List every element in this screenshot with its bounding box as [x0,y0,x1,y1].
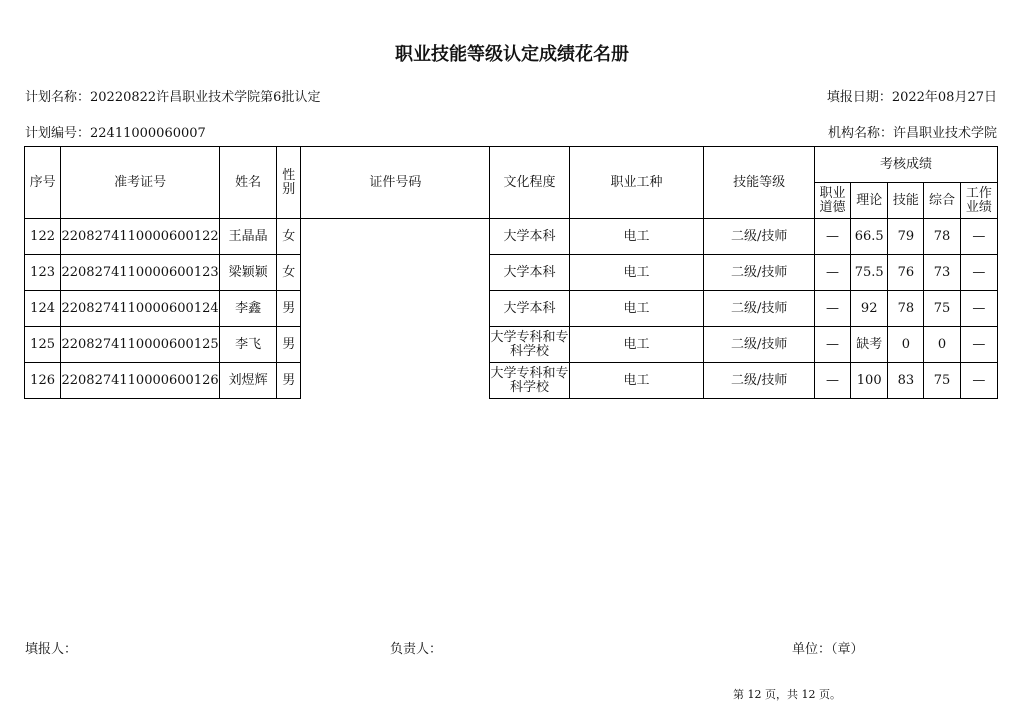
cell-overall: 75 [924,291,960,327]
organization-name: 机构名称：许昌职业技术学院 [827,126,997,141]
cell-gender: 男 [277,291,301,327]
cell-skill-level: 二级/技师 [704,291,815,327]
cell-skill: 83 [888,363,924,399]
cell-theory: 缺考 [851,327,888,363]
table-row [25,255,998,291]
cell-ethics: — [814,291,850,327]
responsible-label: 负责人： [390,642,443,657]
cell-name: 梁颖颖 [219,255,276,291]
cell-occupation: 电工 [569,363,704,399]
cell-overall: 75 [924,363,960,399]
header-exam-number: 准考证号 [61,147,220,219]
cell-overall: 0 [924,327,960,363]
cell-overall: 78 [924,219,960,255]
header-skill: 技能 [888,183,924,219]
cell-name: 李鑫 [219,291,276,327]
cell-ethics: — [814,219,850,255]
cell-occupation: 电工 [569,327,704,363]
cell-gender: 女 [277,219,301,255]
cell-skill-level: 二级/技师 [704,219,815,255]
header-occupation: 职业工种 [569,147,704,219]
cell-exam-number: 2208274110000600126 [61,363,220,399]
cell-skill-level: 二级/技师 [704,255,815,291]
cell-name: 李飞 [219,327,276,363]
table-row [25,363,998,399]
document-title: 职业技能等级认定成绩花名册 [395,44,629,65]
cell-id-number [301,255,490,291]
cell-exam-number: 2208274110000600122 [61,219,220,255]
cell-gender: 男 [277,363,301,399]
score-roster-table [24,146,998,399]
cell-name: 王晶晶 [219,219,276,255]
cell-id-number [301,363,490,399]
header-name: 姓名 [219,147,276,219]
cell-education: 大学本科 [490,291,569,327]
cell-id-number [301,291,490,327]
cell-theory: 75.5 [851,255,888,291]
cell-seq: 123 [25,255,61,291]
plan-number: 计划编号：22411000060007 [25,126,206,141]
cell-name: 刘煜辉 [219,363,276,399]
header-skill-level: 技能等级 [704,147,815,219]
header-ethics: 职业道德 [814,183,850,219]
filler-label: 填报人： [25,642,78,657]
header-gender: 性别 [277,147,301,219]
cell-id-number [301,327,490,363]
table-row [25,327,998,363]
cell-exam-number: 2208274110000600124 [61,291,220,327]
cell-theory: 100 [851,363,888,399]
cell-overall: 73 [924,255,960,291]
header-work-performance: 工作业绩 [960,183,997,219]
fill-date: 填报日期：2022年08月27日 [826,90,997,105]
cell-exam-number: 2208274110000600125 [61,327,220,363]
cell-exam-number: 2208274110000600123 [61,255,220,291]
header-scores-group: 考核成绩 [814,147,997,183]
header-theory: 理论 [851,183,888,219]
cell-ethics: — [814,255,850,291]
cell-education: 大学专科和专科学校 [490,363,569,399]
cell-education: 大学本科 [490,219,569,255]
cell-seq: 125 [25,327,61,363]
cell-gender: 男 [277,327,301,363]
cell-ethics: — [814,327,850,363]
cell-skill-level: 二级/技师 [704,327,815,363]
cell-skill: 79 [888,219,924,255]
cell-skill-level: 二级/技师 [704,363,815,399]
cell-skill: 78 [888,291,924,327]
cell-id-number [301,219,490,255]
cell-work-performance: — [960,363,997,399]
cell-education: 大学本科 [490,255,569,291]
cell-seq: 126 [25,363,61,399]
table-row [25,291,998,327]
cell-skill: 76 [888,255,924,291]
header-seq: 序号 [25,147,61,219]
cell-gender: 女 [277,255,301,291]
cell-seq: 124 [25,291,61,327]
unit-seal-label: 单位：（章） [792,642,864,657]
cell-work-performance: — [960,327,997,363]
cell-ethics: — [814,363,850,399]
cell-theory: 66.5 [851,219,888,255]
plan-name: 计划名称：20220822许昌职业技术学院第6批认定 [25,90,321,105]
cell-seq: 122 [25,219,61,255]
header-overall: 综合 [924,183,960,219]
header-education: 文化程度 [490,147,569,219]
cell-work-performance: — [960,255,997,291]
cell-work-performance: — [960,219,997,255]
cell-skill: 0 [888,327,924,363]
cell-work-performance: — [960,291,997,327]
page-indicator: 第 12 页，共 12 页。 [733,688,841,701]
cell-education: 大学专科和专科学校 [490,327,569,363]
table-row [25,219,998,255]
header-id-number: 证件号码 [301,147,490,219]
cell-occupation: 电工 [569,219,704,255]
cell-occupation: 电工 [569,255,704,291]
cell-occupation: 电工 [569,291,704,327]
header-row [25,147,998,183]
cell-theory: 92 [851,291,888,327]
